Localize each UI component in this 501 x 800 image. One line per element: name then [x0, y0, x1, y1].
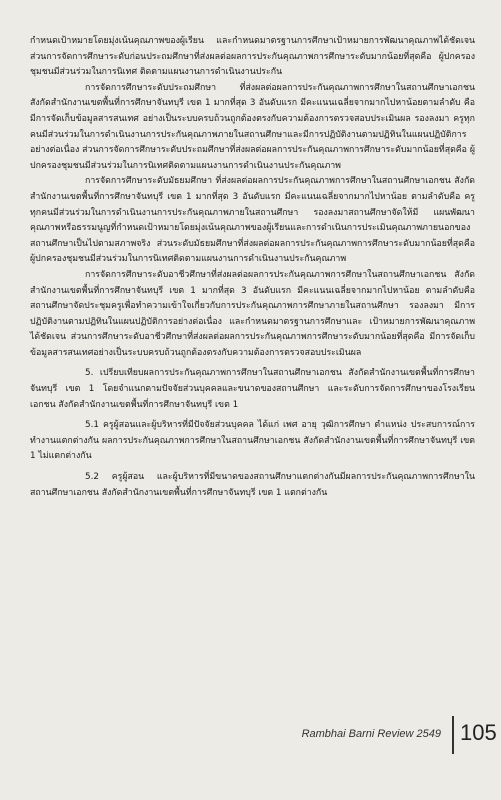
body-text — [30, 34, 475, 501]
subsection-5-1: 5.1 ครูผู้สอนและผู้บริหารที่มีปัจจัยส่วนบุคคล ได้แก่ เพศ อายุ วุฒิการศึกษา ตำแหน่ง ประสบการณ์การทำงานแตกต่างกัน ผลการประกันคุณภาพการศึกษาในสถานศึกษาเอกชน สังกัดสำนักงานเขตพื้นที่การศึกษาจันทบุรี เขต 1 ไม่แตกต่างกัน — [30, 420, 475, 462]
subsection-5-2: 5.2 ครูผู้สอน และผู้บริหารที่มีขนาดของสถานศึกษาแตกต่างกันมีผลการประกันคุณภาพการศึกษาในสถานศึกษาเอกชน สังกัดสำนักงานเขตพื้นที่การศึกษาจันทบุรี เขต 1 แตกต่างกัน — [30, 472, 475, 498]
paragraph-1: กำหนดเป้าหมายโดยมุ่งเน้นคุณภาพของผู้เรียน และกำหนดมาตรฐานการศึกษาเป้าหมายการพัฒนาคุณภาพได้ชัดเจน ส่วนการจัดการศึกษาระดับก่อนประถมศึกษาที่ส่งผลต่อผลการประกันคุณภาพการศึกษาระดับมากน้อยที่สุดคือ ผู้ปกครองชุมชนมีส่วนร่วมในการนิเทศ ติดตามแผนงานการดำเนินงานประกัน — [30, 36, 475, 78]
section-5-heading: 5. เปรียบเทียบผลการประกันคุณภาพการศึกษาในสถานศึกษาเอกชน สังกัดสำนักงานเขตพื้นที่การศึกษาจันทบุรี เขต 1 โดยจำแนกตามปัจจัยส่วนบุคคลและขนาดของสถานศึกษา และระดับการจัดการศึกษาของโรงเรียนเอกชน สังกัดสำนักงานเขตพื้นที่การศึกษาจันทบุรี เขต 1 — [30, 368, 475, 410]
page-footer — [0, 716, 501, 756]
paragraph-3: การจัดการศึกษาระดับมัธยมศึกษา ที่ส่งผลต่อผลการประกันคุณภาพการศึกษาในสถานศึกษาเอกชน สังกัดสำนักงานเขตพื้นที่การศึกษาจันทบุรี เขต 1 มากที่สุด 3 อันดับแรก มีคะแนนเฉลี่ยจากมากไปหาน้อย ตามลำดับคือ ครูทุกคนมีส่วนร่วมในการดำเนินงานการประกันคุณภาพภายในสถานศึกษา รองลงมาสถานศึกษาจัดให้มี แผนพัฒนาคุณภาพหรือธรรมนูญที่กำหนดเป้าหมายโดยมุ่งเน้นคุณภาพของผู้เรียนและการดำเนินการประเมินคุณภาพภายนอกของสถานศึกษาเป็นไปตามสภาพจริง ส่วนระดับมัธยมศึกษาที่ส่งผลต่อผลการประกันคุณภาพการศึกษาระดับมากน้อยที่สุดคือ ผู้ปกครองชุมชนมีส่วนร่วมในการนิเทศติดตามแผนงานการดำเนินงานประกันคุณภาพ — [30, 176, 475, 265]
paragraph-2: การจัดการศึกษาระดับประถมศึกษา ที่ส่งผลต่อผลการประกันคุณภาพการศึกษาในสถานศึกษาเอกชน สังกัดสำนักงานเขตพื้นที่การศึกษาจันทบุรี เขต 1 มากที่สุด 3 อันดับแรก มีคะแนนเฉลี่ยจากมากไปหาน้อยตามลำดับ คือ มีการจัดเก็บข้อมูลสารสนเทศ อย่างเป็นระบบครบถ้วนถูกต้องตรงกับความต้องการตรวจสอบประเมินผล รองลงมา ครูทุกคนมีส่วนร่วมในการดำเนินงานการประกันคุณภาพภายในสถานศึกษาและมีการปฏิบัติงานตามปฏิทินในแผนปฏิบัติการอย่างต่อเนื่อง ส่วนการจัดการศึกษาระดับประถมศึกษาที่ส่งผลต่อผลการประกันคุณภาพการศึกษาระดับมากน้อยที่สุดคือ ผู้ปกครองชุมชนมีส่วนร่วมในการนิเทศติดตามแผนงานการดำเนินงานประกันคุณภาพ — [30, 82, 475, 171]
paragraph-4: การจัดการศึกษาระดับอาชีวศึกษาที่ส่งผลต่อผลการประกันคุณภาพการศึกษาในสถานศึกษาเอกชน สังกัดสำนักงานเขตพื้นที่การศึกษาจันทบุรี เขต 1 มากที่สุด 3 อันดับแรก มีคะแนนเฉลี่ยจากมากไปหาน้อย ตามลำดับคือ สถานศึกษาจัดประชุมครูเพื่อทำความเข้าใจเกี่ยวกับการประกันคุณภาพการศึกษาภายในสถานศึกษา รองลงมา มีการปฏิบัติงานตามปฏิทินในแผนปฏิบัติการอย่างต่อเนื่อง และกำหนดมาตรฐานการศึกษาและ เป้าหมายการพัฒนาคุณภาพได้ชัดเจน ส่วนการศึกษาระดับอาชีวศึกษาที่ส่งผลต่อผลการประกันคุณภาพการศึกษาระดับมากน้อยที่สุดคือ มีการจัดเก็บข้อมูลสารสนเทศอย่างเป็นระบบครบถ้วนถูกต้องตรงกับความต้องการตรวจสอบประเมินผล — [30, 269, 475, 358]
journal-name: Rambhai Barni Review 2549 — [301, 728, 441, 740]
page-number: 105 — [460, 720, 497, 745]
footer-divider — [452, 716, 454, 754]
